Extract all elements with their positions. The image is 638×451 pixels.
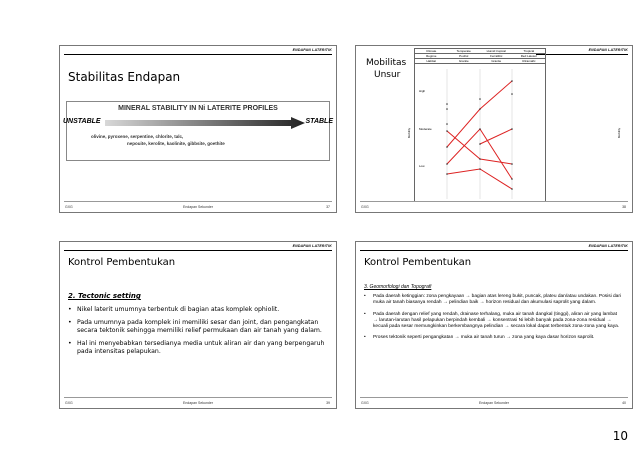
footer-center: Endapan Sekunder xyxy=(183,205,213,209)
table-cell: Podzol xyxy=(459,54,469,58)
footer-left: GXG xyxy=(361,401,369,405)
slide-40 xyxy=(355,241,633,409)
table-cell: Humid tropical xyxy=(486,49,506,53)
footer-rule xyxy=(360,397,628,398)
footer-page: 40 xyxy=(622,401,626,405)
axis-label-left: Mobility xyxy=(407,127,412,139)
footer-left: GXG xyxy=(65,401,73,405)
header-rule xyxy=(64,54,332,55)
level-moderate: Moderate xyxy=(419,127,432,131)
mobility-chart xyxy=(414,48,546,202)
footer-page: 39 xyxy=(326,401,330,405)
slide-title: Stabilitas Endapan xyxy=(68,70,181,84)
slide-title-line2: Unsur xyxy=(374,70,401,80)
mineral-list-line2: nepouite, kerolite, kaolinite, gibbsite, goethite xyxy=(127,141,225,146)
page-number: 10 xyxy=(612,429,628,443)
table-cell: Habitat xyxy=(426,59,436,63)
slide-title: Kontrol Pembentukan xyxy=(68,257,176,268)
footer-center: Endapan Sekunder xyxy=(479,401,509,405)
bullet-list xyxy=(68,306,326,357)
header-rule xyxy=(536,54,628,55)
list-item: • Hal ini menyebabkan tersedianya media untuk aliran air dan yang berpengaruh pada intensitas pelapukan. xyxy=(68,340,326,357)
mineral-list-line1: olivine, pyroxene, serpentine, chlorite, talc, xyxy=(91,134,184,139)
list-item: • Pada daerah dengan relief yang rendah, drainase terhalang, muka air tanah dangkal (tinggi), aliran air yang lambat → larutan-larutan hasil pelapukan berpindah kembali → konsentrasi Ni lebih banyak pada zona-zona residual → kecuali pada sesar memungkinkan berkembangnya pelindian → secara lokal dapat terbentuk zona-zona yang kaya. xyxy=(364,312,622,331)
mineral-stability-figure xyxy=(63,101,333,161)
slide-title: Kontrol Pembentukan xyxy=(364,257,472,268)
header-rule xyxy=(360,250,628,251)
footer-rule xyxy=(64,201,332,202)
table-cell: Red Latosol xyxy=(520,54,537,58)
table-row xyxy=(415,59,545,64)
footer-rule xyxy=(64,397,332,398)
mobility-lines xyxy=(415,69,545,199)
table-cell: Granite xyxy=(458,59,469,63)
footer-rule xyxy=(360,201,628,202)
table-cell: Temperate xyxy=(456,49,471,53)
table-cell: Ferrallitic xyxy=(490,54,503,58)
section-heading xyxy=(68,292,141,300)
footer-left: GXG xyxy=(65,205,73,209)
slide-title-line1: Mobilitas xyxy=(366,58,407,68)
bullet-list xyxy=(364,294,622,342)
table-cell: Regime xyxy=(426,54,437,58)
section-heading-text: 3. Geomorfologi dan Topografi xyxy=(364,284,432,290)
list-item: • Proses tektonik seperti pengangkatan → muka air tanah turun → zona yang kaya dasar horizon saprolit. xyxy=(364,335,622,341)
axis-label-right: Mobility xyxy=(617,127,622,139)
slide-38 xyxy=(355,45,633,213)
figure-title: MINERAL STABILITY IN Ni LATERITE PROFILES xyxy=(118,105,278,112)
table-cell: Ultramafic xyxy=(521,59,536,63)
list-item: • Pada umumnya pada komplek ini memiliki sesar dan joint, dan pengangkatan secara tektonik sehingga memiliki relief permukaan dan air tanah yang dalam. xyxy=(68,319,326,336)
slide-header: ENDAPAN LATERITIK xyxy=(292,48,332,52)
table-cell: Granite xyxy=(491,59,502,63)
list-item: • Pada daerah ketinggian: zona pengkayaan → bagian atas lereng bukit, puncak, plateu dan/atau undakan. Posisi dari muka air tanah biasanya rendah → pelindian baik → horizon residual dan akumulasi saprolit yang dalam. xyxy=(364,294,622,307)
table-cell: Climate xyxy=(426,49,437,53)
level-low: Low xyxy=(419,164,425,168)
footer-left: GXG xyxy=(361,205,369,209)
section-heading xyxy=(364,284,431,290)
slide-39 xyxy=(59,241,337,409)
section-heading-text: 2. Tectonic setting xyxy=(68,292,141,300)
table-cell: Tropical xyxy=(523,49,535,53)
stable-label: STABLE xyxy=(305,118,333,125)
list-item: • Nikel laterit umumnya terbentuk di bagian atas komplek ophiolit. xyxy=(68,306,326,315)
slide-header: ENDAPAN LATERITIK xyxy=(588,244,628,248)
footer-page: 37 xyxy=(326,205,330,209)
slide-header: ENDAPAN LATERITIK xyxy=(588,48,628,52)
slide-header: ENDAPAN LATERITIK xyxy=(292,244,332,248)
footer-center: Endapan Sekunder xyxy=(183,401,213,405)
slide-37 xyxy=(59,45,337,213)
footer-page: 38 xyxy=(622,205,626,209)
stability-arrow-icon xyxy=(105,117,305,129)
unstable-label: UNSTABLE xyxy=(63,118,101,125)
level-high: High xyxy=(419,89,426,93)
header-rule xyxy=(64,250,332,251)
